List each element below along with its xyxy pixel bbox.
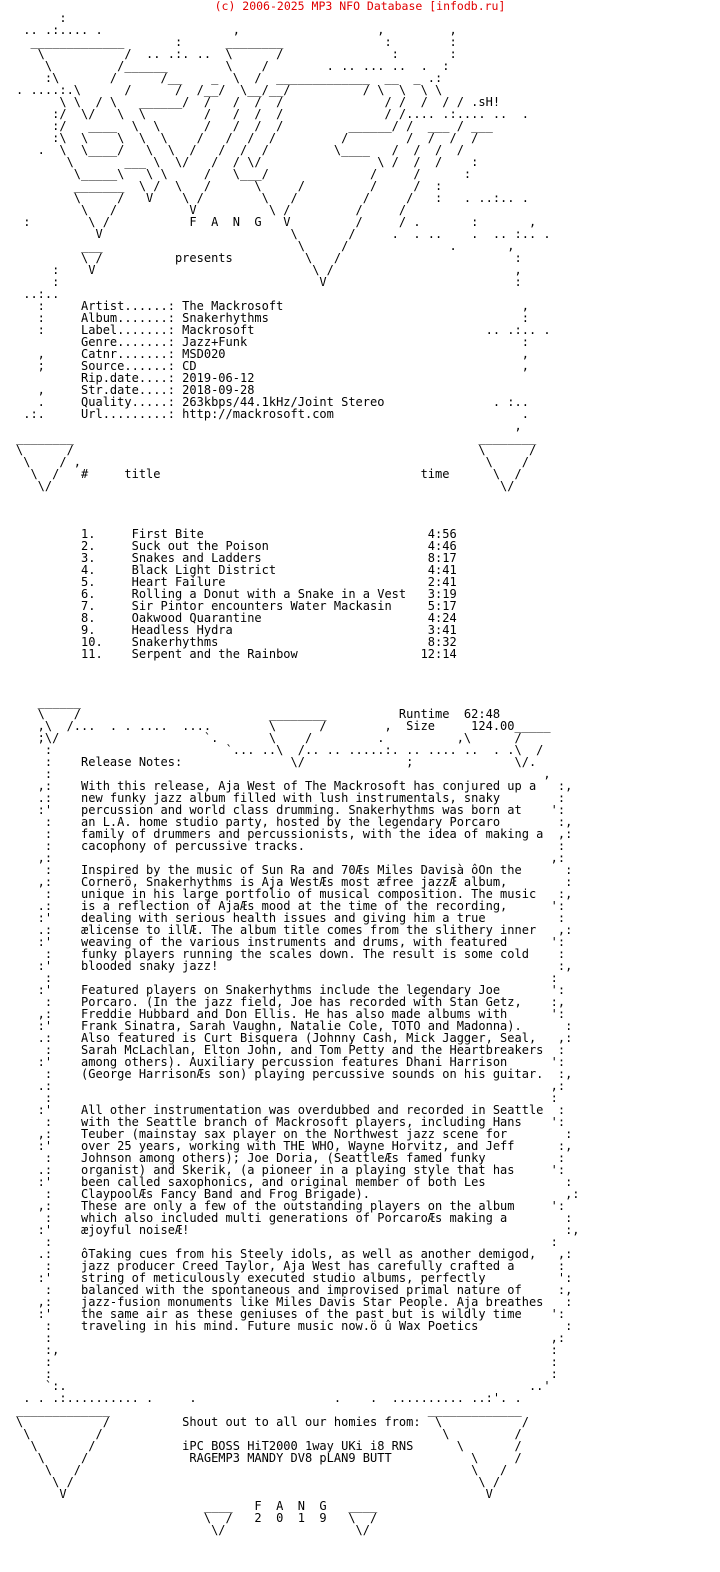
nfo-line: \ / V \ / / / <box>16 203 407 217</box>
nfo-line: \ / , \ / <box>16 455 529 469</box>
nfo-line: \_____\ \ \ / \___/ / / : <box>16 167 472 181</box>
nfo-line: : : <box>16 971 558 985</box>
nfo-line: 6. Rolling a Donut with a Snake in a Vest 3:19 <box>16 587 457 601</box>
nfo-line: :/ \/ \ \ / / / / / /.... .:.... .. . <box>16 107 529 121</box>
nfo-line: \ / # title time \ / <box>16 467 522 481</box>
nfo-line: \ / \ / <box>16 1427 522 1441</box>
nfo-line: .: ,: <box>16 1079 566 1093</box>
nfo-line: : : <box>16 1091 558 1105</box>
nfo-line: 11. Serpent and the Rainbow 12:14 <box>16 647 457 661</box>
nfo-line: 5. Heart Failure 2:41 <box>16 575 457 589</box>
nfo-line: \ / \ / <box>16 1463 508 1477</box>
nfo-line <box>16 492 580 504</box>
nfo-line: _____________ : ________ : : <box>16 35 457 49</box>
nfo-line: :\ \ \ \ \ / / / / / / / / / <box>16 131 479 145</box>
nfo-line: : Inspired by the music of Sun Ra and 70Æs Miles Davisà ôOn the : <box>16 863 573 877</box>
nfo-line: . . .:.......... . . . . .......... ..:'. . <box>16 1391 522 1405</box>
nfo-line: ____ F A N G ____ <box>16 1499 378 1513</box>
nfo-line: .. .:.... . , , , <box>16 23 457 37</box>
nfo-line: : : <box>16 1355 558 1369</box>
nfo-line <box>16 672 580 684</box>
nfo-line: \ / 2 0 1 9 \ / <box>16 1511 378 1525</box>
nfo-line: : (George HarrisonÆs son) playing percussive sounds on his guitar. :, <box>16 1067 573 1081</box>
nfo-line: \ / RAGEMP3 MANDY DV8 pLAN9 BUTT \ / <box>16 1451 522 1465</box>
nfo-line: :' Frank Sinatra, Sarah Vaughn, Natalie Cole, TOTO and Madonna). : <box>16 1019 573 1033</box>
nfo-line: .: is a reflection of AjaÆs mood at the time of the recording, ': <box>16 899 566 913</box>
nfo-line: \ / V \ / \ / / / : . ..:.. . <box>16 191 529 205</box>
nfo-line: :' All other instrumentation was overdubbed and recorded in Seattle : <box>16 1103 566 1117</box>
nfo-line: : V \ / , <box>16 263 522 277</box>
nfo-line: : Artist......: The Mackrosoft , <box>16 299 529 313</box>
nfo-line: \ / \ / <box>16 1475 501 1489</box>
nfo-line: : cacophony of percussive tracks. : <box>16 839 566 853</box>
nfo-line: ,: ,: <box>16 851 566 865</box>
site-header: (c) 2006-2025 MP3 NFO Database [infodb.ru] <box>214 0 506 13</box>
nfo-line: ______ <box>16 695 82 709</box>
nfo-line: : : <box>16 1235 558 1249</box>
nfo-line: . \ \____/ \ \ / / / / \____ / / / / <box>16 143 464 157</box>
nfo-line: \ / ________ Runtime 62:48 <box>16 707 501 721</box>
nfo-line: : Release Notes: \/ ; \/. <box>16 755 537 769</box>
nfo-line <box>16 684 580 696</box>
nfo-line: ,\ /... . . .... .... \ / , Size 124.00_____ <box>16 719 551 733</box>
nfo-line: _______ \ / \ / \ / / / : <box>16 179 443 193</box>
nfo-line: : V : <box>16 275 522 289</box>
nfo-line: ________ ________ <box>16 431 537 445</box>
nfo-line: : Label.......: Mackrosoft .. .:.. . <box>16 323 551 337</box>
nfo-line: : family of drummers and percussionists, with the idea of making a ,: <box>16 827 573 841</box>
nfo-body <box>16 12 580 1536</box>
nfo-line: V \ / . . .. . .. :.. . <box>16 227 551 241</box>
nfo-line: \ \ / \ ______/ / / / / / / / / / .sH! <box>16 95 501 109</box>
nfo-line: \/ \/ <box>16 1523 371 1537</box>
nfo-line: :' percussion and world class drumming. Snakerhythms was born at ': <box>16 803 566 817</box>
nfo-line: \ / Shout out to all our homies from: \ / <box>16 1415 529 1429</box>
nfo-line: 9. Headless Hydra 3:41 <box>16 623 457 637</box>
nfo-line: Genre.......: Jazz+Funk : <box>16 335 529 349</box>
nfo-line: 8. Oakwood Quarantine 4:24 <box>16 611 457 625</box>
nfo-line: :' among others). Auxiliary percussion features Dhani Harrison ': <box>16 1055 566 1069</box>
nfo-line: : Johnson among others); Joe Doria, (SeattleÆs famed funky : <box>16 1151 566 1165</box>
nfo-line: \ / presents \ / : <box>16 251 522 265</box>
nfo-line: .: ælicense to illÆ. The album title comes from the slithery inner ,: <box>16 923 573 937</box>
nfo-line: : : <box>16 1367 558 1381</box>
nfo-line: `:. ..' <box>16 1379 551 1393</box>
nfo-line: : Sarah McLachlan, Elton John, and Tom Petty and the Heartbreakers : <box>16 1043 566 1057</box>
nfo-line: ; Source......: CD , <box>16 359 529 373</box>
nfo-line: ,: Teuber (mainstay sax player on the Northwest jazz scene for : <box>16 1127 573 1141</box>
nfo-line: :' the same air as these geniuses of the past but is wildly time ': <box>16 1307 566 1321</box>
nfo-line: , Catnr.......: MSD020 , <box>16 347 529 361</box>
nfo-line: :\ / /__ _ \ / _____________ __ _ .: <box>16 71 443 85</box>
nfo-line: : <box>16 11 67 25</box>
nfo-line: ___ \ / . , <box>16 239 515 253</box>
nfo-line: _____________ _____________ <box>16 1403 522 1417</box>
nfo-line: 1. First Bite 4:56 <box>16 527 457 541</box>
nfo-line: :' blooded snaky jazz! :, <box>16 959 573 973</box>
nfo-line: :' weaving of the various instruments and drums, with featured ': <box>16 935 566 949</box>
nfo-line: \ ___ \ \/ / / \/ \ / / / : <box>16 155 479 169</box>
nfo-line: \ / iPC BOSS HiT2000 1way UKi i8 RNS \ / <box>16 1439 522 1453</box>
nfo-line: : \ / F A N G V / / . : , <box>16 215 537 229</box>
nfo-line: .: ôTaking cues from his Steely idols, as well as another demigod, ,: <box>16 1247 573 1261</box>
nfo-line: , Str.date....: 2018-09-28 <box>16 383 255 397</box>
nfo-line: : an L.A. home studio party, hosted by the legendary Porcaro :, <box>16 815 573 829</box>
nfo-line: , <box>16 419 522 433</box>
nfo-line: : Album.......: Snakerhythms : <box>16 311 529 325</box>
nfo-line: .: new funky jazz album filled with lush instrumentals, snaky : <box>16 791 566 805</box>
nfo-line: :' over 25 years, working with THE WHO, Wayne Horvitz, and Jeff :, <box>16 1139 573 1153</box>
nfo-line: :' Featured players on Snakerhythms include the legendary Joe ': <box>16 983 566 997</box>
nfo-line: \/ \/ <box>16 479 515 493</box>
nfo-line: :' been called saxophonics, and original member of both Les : <box>16 1175 573 1189</box>
nfo-line: : traveling in his mind. Future music now.ö û Wax Poetics : <box>16 1319 573 1333</box>
nfo-line: 10. Snakerhythms 8:32 <box>16 635 457 649</box>
nfo-line: .:. Url.........: http://mackrosoft.com . <box>16 407 529 421</box>
nfo-line: . ....:.\ / / /__/ \__/__/ / \ \ \ \ <box>16 83 443 97</box>
nfo-line: : jazz producer Creed Taylor, Aja West has carefully crafted a : <box>16 1259 566 1273</box>
nfo-line: :' string of meticulously executed studio albums, perfectly ': <box>16 1271 573 1285</box>
nfo-line: : Porcaro. (In the jazz field, Joe has recorded with Stan Getz, :, <box>16 995 566 1009</box>
nfo-line: .: organist) and Skerik, (a pioneer in a playing style that has ': <box>16 1163 566 1177</box>
nfo-line: 2. Suck out the Poison 4:46 <box>16 539 457 553</box>
nfo-line: :, : <box>16 1343 558 1357</box>
nfo-line: : , <box>16 767 551 781</box>
nfo-line: ,: With this release, Aja West of The Mackrosoft has conjured up a :, <box>16 779 573 793</box>
nfo-line: 7. Sir Pintor encounters Water Mackasin 5:17 <box>16 599 457 613</box>
nfo-line: :' dealing with serious health issues and giving him a true : <box>16 911 566 925</box>
nfo-line: 4. Black Light District 4:41 <box>16 563 457 577</box>
nfo-line: . Quality.....: 263kbps/44.1kHz/Joint Stereo . :.. <box>16 395 529 409</box>
nfo-line: \ / .. .:. .. \ / : : <box>16 47 457 61</box>
nfo-line: .: Also featured is Curt Bisquera (Johnny Cash, Mick Jagger, Seal, ,: <box>16 1031 573 1045</box>
nfo-line: : which also included multi generations of PorcaroÆs making a : <box>16 1211 573 1225</box>
nfo-line: ,: jazz-fusion monuments like Miles Davis Star People. Aja breathes : <box>16 1295 573 1309</box>
nfo-line <box>16 504 580 516</box>
nfo-line: : unique in his large portfolio of musical composition. The music :, <box>16 887 573 901</box>
nfo-line: : balanced with the spontaneous and improvised primal nature of :, <box>16 1283 573 1297</box>
nfo-line: ;\/ `. \ / . ,\ / <box>16 731 522 745</box>
nfo-line: : ClaypoolÆs Fancy Band and Frog Brigade). ,: <box>16 1187 580 1201</box>
nfo-line: ,: These are only a few of the outstanding players on the album ': <box>16 1199 566 1213</box>
nfo-line: \ / \ / <box>16 443 537 457</box>
nfo-line: ,: Cornerö, Snakerhythms is Aja WestÆs most æfree jazzÆ album, : <box>16 875 573 889</box>
nfo-line: Rip.date....: 2019-06-12 <box>16 371 255 385</box>
nfo-line: ..:.. <box>16 287 60 301</box>
nfo-line: :' æjoyful noiseÆ! :, <box>16 1223 580 1237</box>
nfo-line: : ,: <box>16 1331 566 1345</box>
nfo-line: : `... ..\ /.. .. .....:. .. .... .. . .\ / <box>16 743 544 757</box>
nfo-line: : funky players running the scales down. The result is some cold : <box>16 947 566 961</box>
nfo-line: ,: Freddie Hubbard and Don Ellis. He has also made albums with ': <box>16 1007 566 1021</box>
nfo-line: :/ ____ \ \ / / / / ______/ / ___ / ___ <box>16 119 493 133</box>
nfo-line: 3. Snakes and Ladders 8:17 <box>16 551 457 565</box>
nfo-line <box>16 660 580 672</box>
nfo-line: V V <box>16 1487 493 1501</box>
nfo-line: : with the Seattle branch of Mackrosoft players, including Hans ': <box>16 1115 566 1129</box>
nfo-line: \ /______ \ / . .. ... .. . : <box>16 59 450 73</box>
